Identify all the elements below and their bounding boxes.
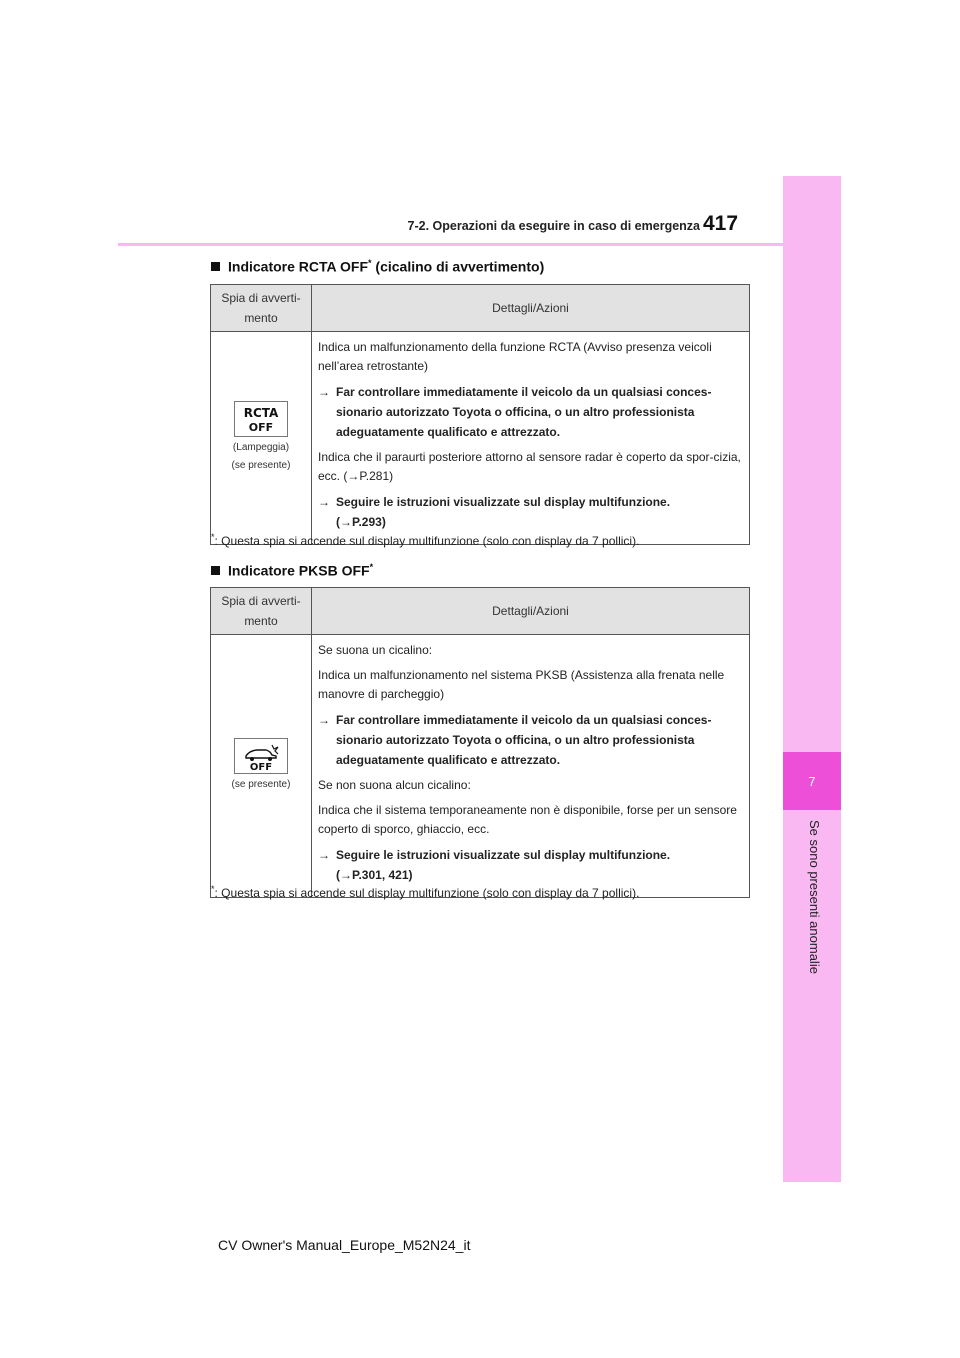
chapter-number-badge: 7 [783, 752, 841, 810]
page-reference-link[interactable]: P.293 [352, 515, 382, 529]
svg-text:OFF: OFF [248, 421, 274, 434]
chapter-title-vertical: Se sono presenti anomalie [807, 820, 822, 974]
action-instruction: → Far controllare immediatamente il veicolo da un qualsiasi conces-sionario autorizzato Toyota o officina, o un altro professionista adeguatamente qualificato e attrezzato. [318, 710, 743, 770]
section-title-pksb: Indicatore PKSB OFF* [211, 562, 373, 579]
icon-caption-if-equipped: (se presente) [231, 779, 291, 790]
chapter-side-tab [783, 176, 841, 1182]
section-title-rcta: Indicatore RCTA OFF* (cicalino di avvertimento) [211, 258, 544, 275]
footnote-pksb: *: Questa spia si accende sul display multifunzione (solo con display da 7 pollici). [211, 884, 640, 900]
footnote-mark: * [368, 258, 372, 268]
details-text: Indica un malfunzionamento della funzione RCTA (Avviso presenza veicoli nell’area retrostante) [318, 340, 712, 373]
details-text: Indica che il paraurti posteriore attorno al sensore radar è coperto da spor-cizia, ecc. (→P.281) [318, 450, 741, 483]
details-text: Se non suona alcun cicalino: [318, 778, 471, 792]
pksb-warning-table [210, 587, 750, 898]
table-header-row [211, 588, 750, 635]
column-header-details: Dettagli/Azioni [312, 588, 750, 635]
table-row [211, 332, 750, 545]
svg-text:OFF: OFF [249, 762, 273, 771]
arrow-icon: → [340, 868, 352, 882]
arrow-icon: → [318, 848, 330, 862]
details-text: Indica che il sistema temporaneamente non è disponibile, forse per un sensore coperto di sporco, ghiaccio, ecc. [318, 803, 737, 836]
square-bullet-icon [211, 262, 220, 271]
arrow-icon: → [318, 713, 330, 727]
section-heading: 7-2. Operazioni da eseguire in caso di emergenza [407, 219, 700, 233]
page-number: 417 [703, 212, 739, 235]
page-reference-link[interactable]: P.281 [359, 469, 390, 483]
column-header-warning-light: Spia di avverti- mento [211, 285, 312, 332]
details-cell [312, 332, 750, 545]
arrow-icon: → [318, 385, 330, 399]
svg-text:RCTA: RCTA [243, 406, 279, 420]
pksb-off-indicator-icon [234, 738, 288, 774]
icon-caption-flashing: (Lampeggia) [232, 442, 290, 453]
warning-light-cell [211, 332, 312, 545]
details-cell [312, 635, 750, 898]
action-instruction: → Far controllare immediatamente il veicolo da un qualsiasi conces-sionario autorizzato Toyota o officina, o un altro professionista adeguatamente qualificato e attrezzato. [318, 382, 743, 442]
arrow-icon: → [347, 469, 360, 483]
footnote-rcta: *: Questa spia si accende sul display multifunzione (solo con display da 7 pollici). [211, 532, 640, 548]
details-text: Se suona un cicalino: [318, 643, 433, 657]
arrow-icon: → [318, 495, 330, 509]
header-divider [118, 243, 783, 246]
square-bullet-icon [211, 566, 220, 575]
column-header-warning-light: Spia di avverti- mento [211, 588, 312, 635]
column-header-details: Dettagli/Azioni [312, 285, 750, 332]
action-instruction: → Seguire le istruzioni visualizzate sul display multifunzione. (→P.301, 421) [318, 845, 743, 885]
icon-caption-if-equipped: (se presente) [231, 460, 291, 471]
rcta-warning-table [210, 284, 750, 545]
page-reference-link[interactable]: P.301, 421 [352, 868, 409, 882]
arrow-icon: → [340, 515, 352, 529]
warning-light-cell [211, 635, 312, 898]
document-footer: CV Owner's Manual_Europe_M52N24_it [218, 1237, 471, 1253]
table-header-row [211, 285, 750, 332]
table-row [211, 635, 750, 898]
rcta-off-indicator-icon [234, 401, 288, 437]
details-text: Indica un malfunzionamento nel sistema PKSB (Assistenza alla frenata nelle manovre di parcheggio) [318, 668, 725, 701]
footnote-mark: * [369, 562, 374, 572]
action-instruction: → Seguire le istruzioni visualizzate sul display multifunzione. (→P.293) [318, 492, 743, 532]
